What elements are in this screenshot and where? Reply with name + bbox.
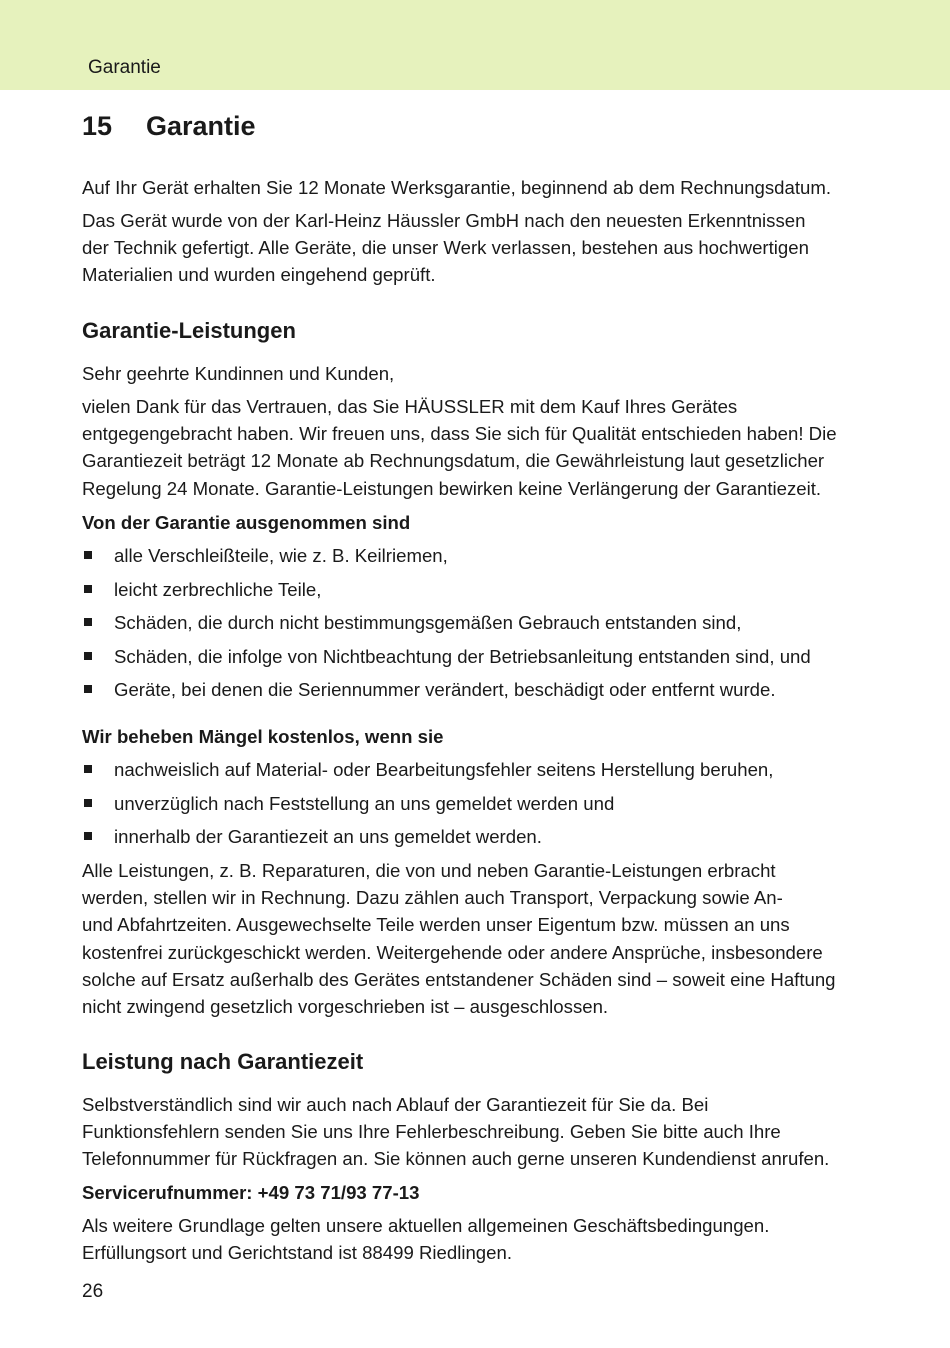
guarantee-body: vielen Dank für das Vertrauen, das Sie HÄUSSLER mit dem Kauf Ihres Gerätes entgegengebracht haben. Wir freuen uns, dass Sie sich für Qualität entschieden haben! Die Garantiezeit beträgt 12 Monate ab Rechnungsdatum, die Gewährleistung laut gesetzlicher Regelung 24 Monate. Garantie-Leistungen bewirken keine Verlängerung der Garantiezeit. xyxy=(82,396,837,499)
excluded-heading: Von der Garantie ausgenommen sind xyxy=(82,512,411,533)
salutation: Sehr geehrte Kundinnen und Kunden, xyxy=(82,363,395,384)
list-item: alle Verschleißteile, wie z. B. Keilriemen, xyxy=(82,542,872,576)
square-bullet-icon xyxy=(84,832,92,840)
services-paragraph: Alle Leistungen, z. B. Reparaturen, die von und neben Garantie-Leistungen erbracht werden, stellen wir in Rechnung. Dazu zählen auch Transport, Verpackung sowie An- und Abfahrtzeiten. Ausgewechselte Teile werden unser Eigentum bzw. müssen an uns kostenfrei zurückgeschickt werden. Weitergehende oder andere Ansprüche, insbesondere solche auf Ersatz außerhalb des Gerätes entstandener Schäden sind – soweit eine Haftung nicht zwingend gesetzlich vorgeschrieben ist – ausgeschlossen. xyxy=(82,860,836,1018)
repair-heading: Wir beheben Mängel kostenlos, wenn sie xyxy=(82,726,444,747)
chapter-title xyxy=(82,108,256,144)
intro-paragraph-1: Auf Ihr Gerät erhalten Sie 12 Monate Werksgarantie, beginnend ab dem Rechnungsdatum. xyxy=(82,177,832,198)
closing-paragraph: Als weitere Grundlage gelten unsere aktuellen allgemeinen Geschäftsbedingungen. Erfüllungsort und Gerichtstand ist 88499 Riedlingen. xyxy=(82,1215,770,1264)
square-bullet-icon xyxy=(84,618,92,626)
list-item: innerhalb der Garantiezeit an uns gemeldet werden. xyxy=(82,823,872,857)
list-item: leicht zerbrechliche Teile, xyxy=(82,576,872,610)
square-bullet-icon xyxy=(84,652,92,660)
square-bullet-icon xyxy=(84,585,92,593)
list-item: nachweislich auf Material- oder Bearbeitungsfehler seitens Herstellung beruhen, xyxy=(82,756,872,790)
square-bullet-icon xyxy=(84,765,92,773)
section-heading-leistung-nach-garantiezeit: Leistung nach Garantiezeit xyxy=(82,1049,364,1074)
list-item: Geräte, bei denen die Seriennummer verändert, beschädigt oder entfernt wurde. xyxy=(82,676,872,710)
page-number: 26 xyxy=(82,1281,104,1302)
section-heading-garantie-leistungen: Garantie-Leistungen xyxy=(82,318,296,343)
service-number: Servicerufnummer: +49 73 71/93 77-13 xyxy=(82,1182,420,1203)
list-item: Schäden, die durch nicht bestimmungsgemäßen Gebrauch entstanden sind, xyxy=(82,609,872,643)
square-bullet-icon xyxy=(84,799,92,807)
after-warranty-paragraph: Selbstverständlich sind wir auch nach Ablauf der Garantiezeit für Sie da. Bei Funktionsfehlern senden Sie uns Ihre Fehlerbeschreibung. Geben Sie bitte auch Ihre Telefonnummer für Rückfragen an. Sie können auch gerne unseren Kundendienst anrufen. xyxy=(82,1094,830,1170)
running-header: Garantie xyxy=(88,57,161,78)
square-bullet-icon xyxy=(84,551,92,559)
list-item: Schäden, die infolge von Nichtbeachtung der Betriebsanleitung entstanden sind, und xyxy=(82,643,872,677)
chapter-title-text: Garantie xyxy=(146,111,256,141)
intro-paragraph-2: Das Gerät wurde von der Karl-Heinz Häussler GmbH nach den neuesten Erkenntnissen der Technik gefertigt. Alle Geräte, die unser Werk verlassen, bestehen aus hochwertigen Materialien und wurden eingehend geprüft. xyxy=(82,210,809,286)
list-item: unverzüglich nach Feststellung an uns gemeldet werden und xyxy=(82,790,872,824)
header-band xyxy=(0,0,950,90)
excluded-list xyxy=(82,542,872,710)
chapter-number: 15 xyxy=(82,111,113,141)
repair-list xyxy=(82,756,872,857)
square-bullet-icon xyxy=(84,685,92,693)
